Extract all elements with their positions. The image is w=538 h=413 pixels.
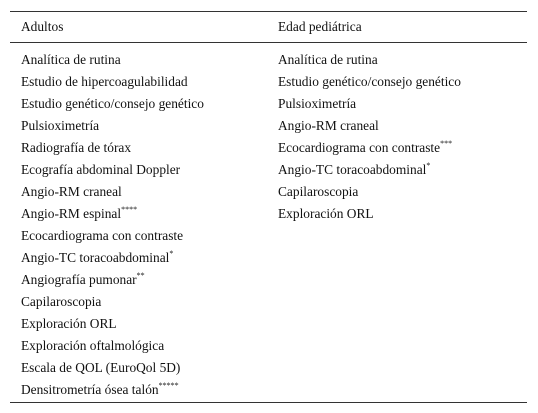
table-cell: [21, 203, 204, 225]
header-adultos: Adultos: [21, 19, 64, 34]
table-cell: [278, 203, 461, 225]
footnote-marker: ****: [121, 205, 138, 214]
table-cell: [21, 335, 204, 357]
footnote-marker: *: [169, 249, 174, 258]
cell-text: Angio-RM craneal: [278, 118, 379, 133]
cell-text: Ecografía abdominal Doppler: [21, 162, 181, 177]
table-cell: [278, 71, 461, 93]
cell-text: Estudio genético/consejo genético: [21, 96, 204, 111]
cell-text: Angio-TC toracoabdominal: [21, 250, 170, 265]
table-cell: [21, 159, 204, 181]
table-cell: [21, 269, 204, 291]
cell-text: Escala de QOL (EuroQol 5D): [21, 360, 181, 375]
table-body: [10, 43, 527, 402]
cell-text: Capilaroscopia: [278, 184, 359, 199]
table-cell: [21, 291, 204, 313]
footnote-marker: **: [136, 271, 145, 280]
table-cell: [21, 137, 204, 159]
findings-table: [10, 11, 527, 403]
table-cell: [21, 379, 204, 401]
cell-text: Angio-RM craneal: [21, 184, 122, 199]
header-edad-pediatrica: Edad pediátrica: [278, 19, 362, 34]
footnote-marker: *: [426, 161, 431, 170]
cell-text: Exploración ORL: [21, 316, 117, 331]
table-cell: [278, 181, 461, 203]
cell-text: Ecocardiograma con contraste: [278, 140, 441, 155]
cell-text: Angio-TC toracoabdominal: [278, 162, 427, 177]
cell-text: Ecocardiograma con contraste: [21, 228, 184, 243]
table-cell: [21, 71, 204, 93]
cell-text: Estudio genético/consejo genético: [278, 74, 461, 89]
table-cell: [278, 115, 461, 137]
cell-text: Pulsioximetría: [278, 96, 357, 111]
table-cell: [21, 115, 204, 137]
table-cell: [21, 49, 204, 71]
cell-text: Densitrometría ósea talón: [21, 382, 159, 397]
table-cell: [278, 137, 461, 159]
table-cell: [278, 93, 461, 115]
table-header-row: [10, 12, 527, 42]
table-cell: [21, 247, 204, 269]
footnote-marker: *****: [158, 381, 179, 390]
column-adultos: [21, 49, 204, 401]
footnote-marker: ***: [440, 139, 453, 148]
table-cell: [21, 313, 204, 335]
cell-text: Estudio de hipercoagulabilidad: [21, 74, 188, 89]
cell-text: Exploración ORL: [278, 206, 374, 221]
cell-text: Analítica de rutina: [21, 52, 121, 67]
table-cell: [21, 357, 204, 379]
cell-text: Pulsioximetría: [21, 118, 100, 133]
table-bottom-rule: [10, 402, 527, 403]
table-cell: [21, 225, 204, 247]
cell-text: Capilaroscopia: [21, 294, 102, 309]
table-cell: [278, 49, 461, 71]
cell-text: Radiografía de tórax: [21, 140, 132, 155]
column-edad-pediatrica: [278, 49, 461, 225]
cell-text: Angio-RM espinal: [21, 206, 122, 221]
cell-text: Exploración oftalmológica: [21, 338, 165, 353]
table-cell: [21, 181, 204, 203]
cell-text: Angiografía pumonar: [21, 272, 137, 287]
table-cell: [21, 93, 204, 115]
cell-text: Analítica de rutina: [278, 52, 378, 67]
table-cell: [278, 159, 461, 181]
